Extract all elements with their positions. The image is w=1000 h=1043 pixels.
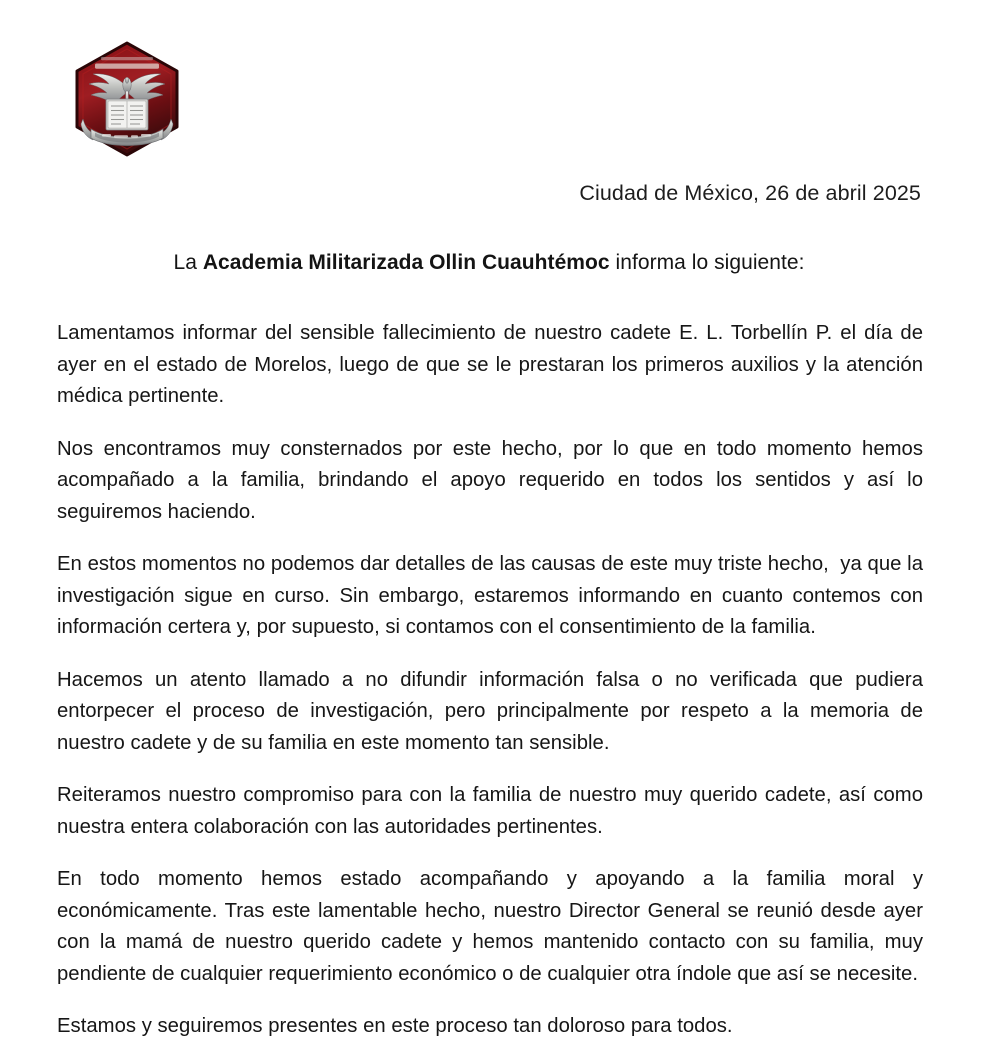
headline-prefix: La <box>173 251 203 274</box>
paragraph: Hacemos un atento llamado a no difundir información falsa o no verificada que pudiera entorpecer el proceso de investigación, pero principalmente por respeto a la memoria de nuestro cadete y de su familia en este momento tan sensible. <box>57 668 929 754</box>
date-line: Ciudad de México, 26 de abril 2025 <box>579 181 921 205</box>
headline-institution-name: Academia Militarizada Ollin Cuauhtémoc <box>202 251 610 274</box>
paragraph: Estamos y seguiremos presentes en este proceso tan doloroso para todos. <box>57 1015 733 1037</box>
open-book-icon <box>106 99 148 130</box>
headline-suffix: informa lo siguiente: <box>609 251 805 274</box>
paragraph: Lamentamos informar del sensible fallecimiento de nuestro cadete E. L. Torbellín P. el día de ayer en el estado de Morelos, luego de que se le prestaran los primeros auxilios y la atención médica pertinente. <box>57 322 929 407</box>
paragraph: En estos momentos no podemos dar detalles de las causas de este muy triste hecho, ya que la investigación sigue en curso. Sin embargo, estaremos informando en cuanto contemos con información certera y, por supuesto, si contamos con el consentimiento de la familia. <box>57 553 929 638</box>
paragraph: Nos encontramos muy consternados por este hecho, por lo que en todo momento hemos acompañado a la familia, brindando el apoyo requerido en todos los sentidos y así lo seguiremos haciendo. <box>57 437 929 523</box>
body-copy <box>57 318 929 1043</box>
paragraph: Reiteramos nuestro compromiso para con la familia de nuestro muy querido cadete, así como nuestra entera colaboración con las autoridades pertinentes. <box>57 784 929 838</box>
paragraph: En todo momento hemos estado acompañando y apoyando a la familia moral y económicamente. Tras este lamentable hecho, nuestro Director General se reunió desde ayer con la mamá de nuestro querido cadete y hemos mantenido contacto con su familia, muy pendiente de cualquier requerimiento económico o de cualquier otra índole que así se necesite. <box>57 868 929 985</box>
crest-icon <box>73 41 181 157</box>
academy-crest-logo <box>73 41 181 157</box>
headline <box>57 248 921 278</box>
